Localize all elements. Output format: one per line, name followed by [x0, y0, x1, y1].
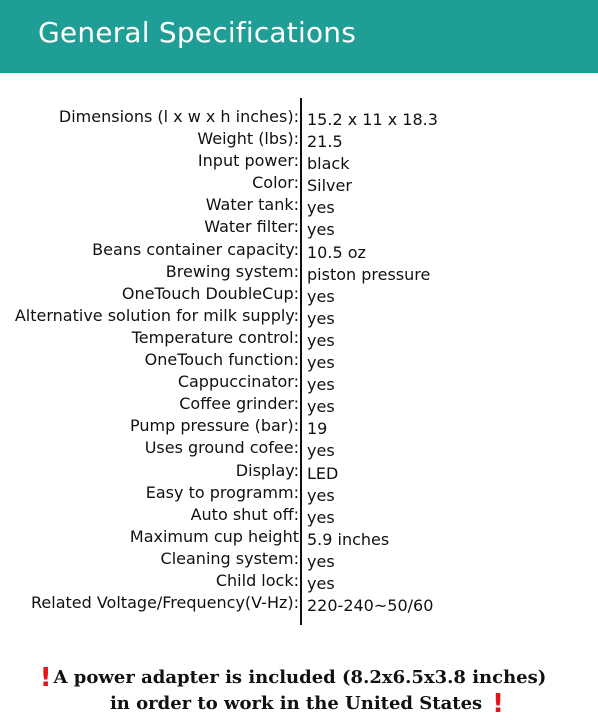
- spec-label: Beans container capacity:: [92, 239, 299, 259]
- spec-row: [0, 239, 598, 261]
- spec-value: Silver: [307, 176, 352, 196]
- spec-label: Coffee grinder:: [179, 394, 299, 414]
- spec-label: Easy to programm:: [145, 482, 299, 502]
- spec-row: [0, 150, 598, 172]
- spec-value: 19: [307, 419, 328, 439]
- spec-label: Brewing system:: [165, 261, 299, 281]
- spec-row: [0, 216, 598, 238]
- spec-label: Alternative solution for milk supply:: [14, 305, 299, 325]
- spec-value: yes: [307, 286, 335, 306]
- spec-row: [0, 504, 598, 526]
- spec-value: 10.5 oz: [307, 242, 366, 262]
- spec-row: [0, 415, 598, 437]
- exclamation-icon: !: [39, 663, 52, 693]
- note-line-2: in order to work in the United States: [109, 693, 483, 714]
- spec-label: Color:: [252, 173, 299, 193]
- spec-value: yes: [307, 375, 335, 395]
- spec-label: Temperature control:: [131, 327, 299, 347]
- spec-label: Pump pressure (bar):: [130, 416, 299, 436]
- spec-row: [0, 283, 598, 305]
- spec-row: [0, 592, 598, 614]
- power-adapter-note: [0, 665, 592, 691]
- spec-value: yes: [307, 353, 335, 373]
- spec-row: [0, 460, 598, 482]
- spec-value: yes: [307, 220, 335, 240]
- spec-value: yes: [307, 573, 335, 593]
- spec-row: [0, 371, 598, 393]
- spec-table: [0, 106, 598, 614]
- spec-label: OneTouch DoubleCup:: [121, 283, 299, 303]
- spec-value: LED: [307, 463, 339, 483]
- spec-value: piston pressure: [307, 264, 431, 284]
- spec-label: Display:: [235, 460, 299, 480]
- spec-value: yes: [307, 198, 335, 218]
- usa-note: [8, 691, 598, 717]
- spec-label: Cleaning system:: [160, 548, 299, 568]
- spec-row: [0, 172, 598, 194]
- spec-value: yes: [307, 441, 335, 461]
- spec-value: black: [307, 154, 350, 174]
- spec-label: Child lock:: [215, 570, 299, 590]
- spec-row: [0, 437, 598, 459]
- spec-row: [0, 393, 598, 415]
- spec-row: [0, 106, 598, 128]
- header-banner: [0, 0, 598, 73]
- spec-label: Cappuccinator:: [177, 372, 299, 392]
- spec-value: 21.5: [307, 132, 343, 152]
- spec-value: yes: [307, 507, 335, 527]
- spec-row: [0, 570, 598, 592]
- note-line-1: A power adapter is included (8.2x6.5x3.8 inches): [53, 667, 547, 688]
- spec-label: Water tank:: [205, 195, 299, 215]
- spec-value: yes: [307, 330, 335, 350]
- exclamation-icon: !: [492, 689, 505, 719]
- spec-row: [0, 548, 598, 570]
- spec-row: [0, 128, 598, 150]
- spec-value: yes: [307, 551, 335, 571]
- spec-label: Input power:: [197, 151, 299, 171]
- spec-value: yes: [307, 308, 335, 328]
- spec-value: 220-240~50/60: [307, 596, 434, 616]
- spec-label: Auto shut off:: [190, 504, 299, 524]
- spec-row: [0, 194, 598, 216]
- spec-label: Related Voltage/Frequency(V-Hz):: [31, 593, 299, 613]
- spec-row: [0, 327, 598, 349]
- spec-value: 15.2 x 11 x 18.3: [307, 110, 438, 129]
- spec-value: yes: [307, 397, 335, 417]
- spec-label: Water filter:: [204, 217, 299, 237]
- spec-row: [0, 305, 598, 327]
- spec-row: [0, 482, 598, 504]
- spec-label: Dimensions (l x w x h inches):: [58, 107, 299, 126]
- spec-row: [0, 349, 598, 371]
- spec-value: 5.9 inches: [307, 529, 390, 549]
- spec-label: Maximum cup height: [129, 526, 299, 546]
- page-title: General Specifications: [38, 16, 357, 49]
- spec-row: [0, 526, 598, 548]
- spec-label: OneTouch function:: [144, 350, 299, 370]
- spec-label: Weight (lbs):: [197, 129, 299, 149]
- spec-value: yes: [307, 485, 335, 505]
- spec-row: [0, 261, 598, 283]
- spec-label: Uses ground cofee:: [144, 438, 299, 458]
